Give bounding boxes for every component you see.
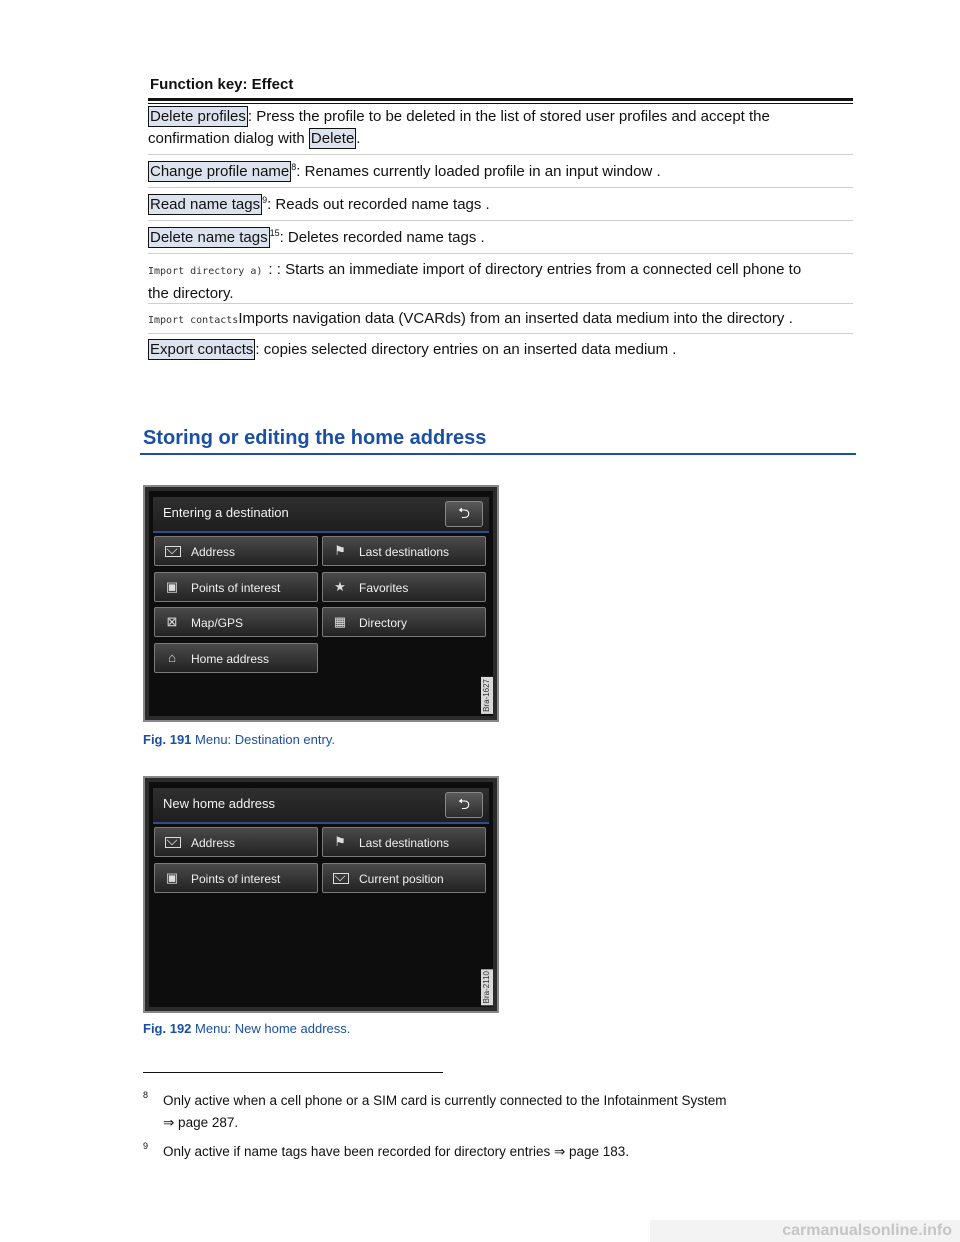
table-row	[148, 308, 853, 332]
figure-caption-text: Menu: New home address.	[191, 1021, 351, 1036]
button-label: Address	[191, 836, 236, 850]
footnote-ref: 8	[291, 162, 297, 172]
current-position-button[interactable]	[322, 863, 486, 893]
row-text: : Deletes recorded name tags .	[279, 229, 485, 246]
map-gps-button[interactable]	[154, 607, 318, 637]
row-text: : copies selected directory entries on an inserted data medium .	[255, 341, 677, 358]
row-text: Imports navigation data (VCARds) from an inserted data medium into the directory .	[238, 310, 793, 327]
table-header-rule-thin	[148, 103, 853, 104]
back-icon: ⮌	[457, 796, 470, 813]
row-text: : Press the profile to be deleted in the list of stored user profiles and accept the	[247, 108, 770, 125]
table-row	[148, 106, 853, 150]
row-divider	[148, 154, 853, 155]
row-divider	[148, 187, 853, 188]
new-home-address-screen	[143, 776, 499, 1013]
table-row	[148, 194, 853, 216]
footnote	[143, 1090, 823, 1134]
footnote-number: 9	[143, 1141, 149, 1151]
footnote-text: Only active if name tags have been recorded for directory entries ⇒ page 183.	[163, 1144, 630, 1159]
table-row	[148, 227, 853, 249]
footnote-ref: 15	[269, 228, 280, 238]
button-label: Home address	[191, 652, 270, 666]
footnote	[143, 1141, 823, 1163]
import-directory-key: Import directory a)	[148, 266, 269, 277]
read-name-tags-key[interactable]: Read name tags	[150, 196, 261, 213]
envelope-icon	[162, 543, 182, 559]
row-divider	[148, 333, 853, 334]
last-destinations-button[interactable]	[322, 536, 486, 566]
back-button[interactable]	[445, 501, 483, 527]
delete-name-tags-key[interactable]: Delete name tags	[150, 229, 268, 246]
table-header-rule	[148, 98, 853, 101]
row-divider	[148, 220, 853, 221]
button-label: Points of interest	[191, 872, 281, 886]
figure-caption-text: Menu: Destination entry.	[191, 732, 335, 747]
address-button[interactable]	[154, 827, 318, 857]
house-icon: ⌂	[168, 650, 176, 665]
figure-caption	[143, 732, 335, 747]
screen-title-bar	[153, 788, 489, 824]
button-label: Points of interest	[191, 581, 281, 595]
row-text: : Renames currently loaded profile in an input window .	[296, 163, 661, 180]
row-text: .	[356, 130, 361, 147]
change-profile-name-key[interactable]: Change profile name	[150, 163, 290, 180]
delete-key[interactable]: Delete	[310, 130, 355, 147]
button-label: Current position	[359, 872, 444, 886]
row-divider	[148, 253, 853, 254]
address-button[interactable]	[154, 536, 318, 566]
table-header: Function key: Effect	[150, 76, 294, 93]
camera-icon: ▣	[165, 579, 179, 594]
section-title: Storing or editing the home address	[143, 427, 487, 449]
back-icon: ⮌	[457, 505, 470, 522]
points-of-interest-button[interactable]	[154, 863, 318, 893]
figure-number: Fig. 191	[143, 732, 192, 747]
image-code: Bra-2110	[482, 970, 491, 1003]
last-destinations-button[interactable]	[322, 827, 486, 857]
map-icon: ⊠	[166, 614, 178, 629]
directory-button[interactable]	[322, 607, 486, 637]
row-text: : Reads out recorded name tags .	[267, 196, 490, 213]
footnote-number: 8	[143, 1090, 149, 1100]
table-row	[148, 339, 853, 361]
button-label: Favorites	[359, 581, 409, 595]
camera-icon: ▣	[165, 870, 179, 885]
footnote-rule	[143, 1072, 443, 1073]
checkered-flag-icon: ⚑	[334, 834, 346, 849]
delete-profiles-key[interactable]: Delete profiles	[150, 108, 246, 125]
row-divider	[148, 303, 853, 304]
figure-number: Fig. 192	[143, 1021, 192, 1036]
import-contacts-key: Import contacts	[148, 315, 239, 326]
directory-icon: ▦	[333, 614, 347, 629]
destination-entry-screen	[143, 485, 499, 722]
button-label: Directory	[359, 616, 408, 630]
button-label: Last destinations	[359, 545, 450, 559]
footnote-text: ⇒ page 287.	[163, 1115, 239, 1130]
star-flag-icon: ★	[334, 579, 346, 594]
button-label: Address	[191, 545, 236, 559]
row-text: the directory.	[148, 285, 234, 302]
image-code: Bra-1627	[482, 679, 491, 712]
table-row	[148, 259, 853, 305]
back-button[interactable]	[445, 792, 483, 818]
button-label: Last destinations	[359, 836, 450, 850]
footnote-ref: 9	[262, 195, 268, 205]
home-address-button[interactable]	[154, 643, 318, 673]
envelope-icon	[162, 834, 182, 850]
screen-title: Entering a destination	[163, 505, 289, 520]
footnote-text: Only active when a cell phone or a SIM card is currently connected to the Infotainment System	[163, 1093, 727, 1108]
screen-title: New home address	[163, 796, 275, 811]
row-text: : : Starts an immediate import of directory entries from a connected cell phone to	[268, 261, 802, 278]
row-text: confirmation dialog with	[148, 130, 309, 147]
button-label: Map/GPS	[191, 616, 244, 630]
screen-title-bar	[153, 497, 489, 533]
watermark: carmanualsonline.info	[650, 1220, 960, 1242]
favorites-button[interactable]	[322, 572, 486, 602]
points-of-interest-button[interactable]	[154, 572, 318, 602]
section-rule	[140, 453, 856, 455]
table-row	[148, 161, 853, 183]
envelope-icon	[330, 870, 350, 886]
checkered-flag-icon: ⚑	[334, 543, 346, 558]
export-contacts-key[interactable]: Export contacts	[150, 341, 254, 358]
figure-caption	[143, 1021, 350, 1036]
